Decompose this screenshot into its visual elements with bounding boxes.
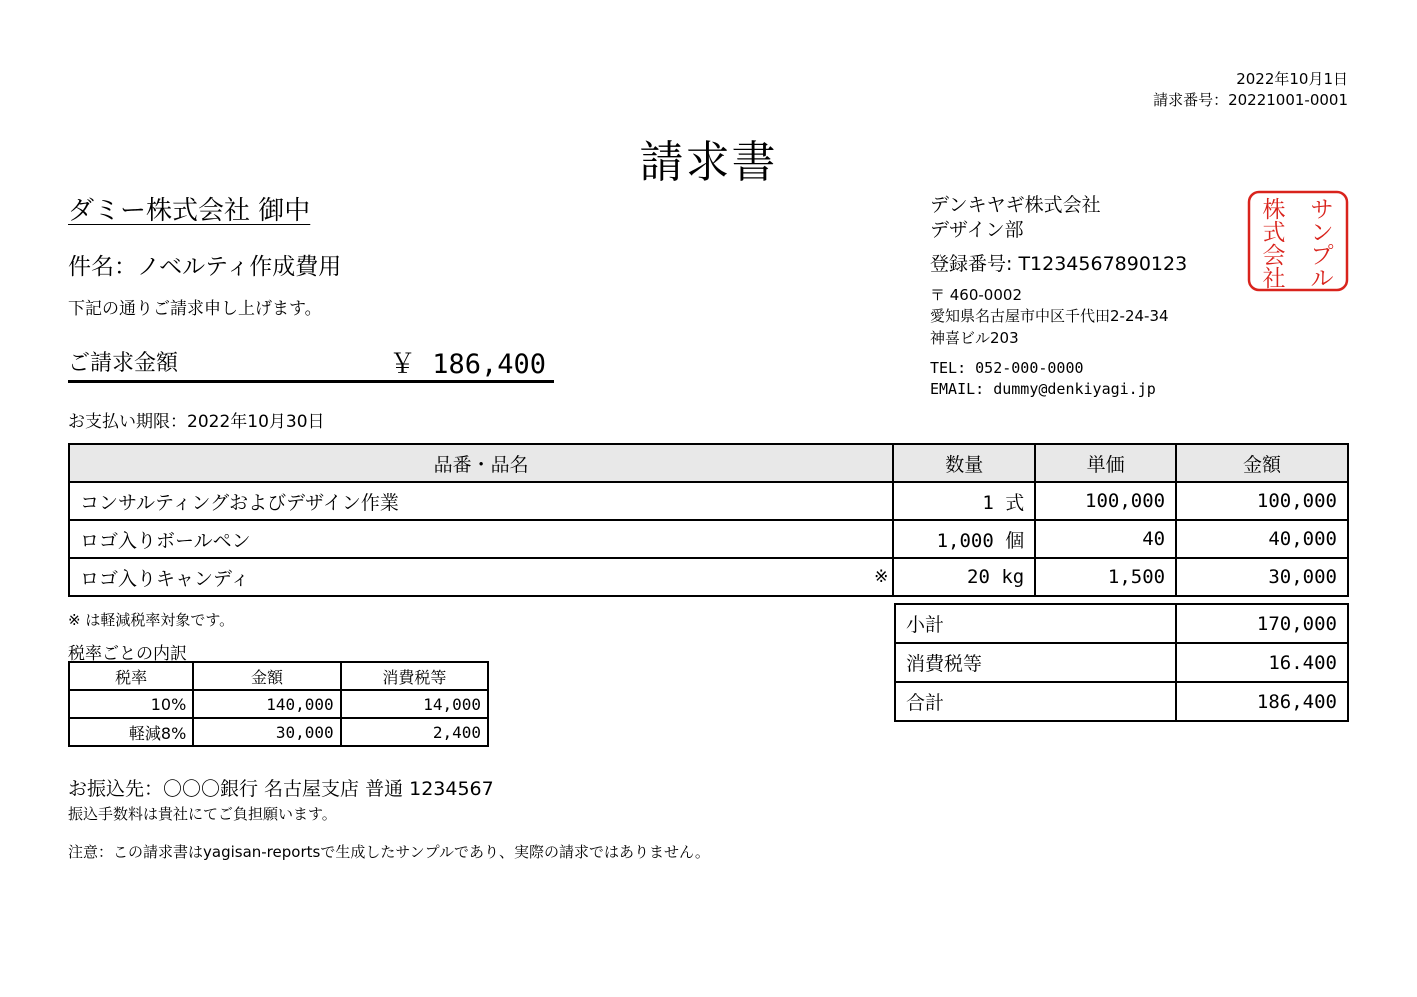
total-label: 合計	[895, 682, 1176, 721]
table-row	[69, 690, 488, 718]
item-amount: 40,000	[1176, 520, 1348, 558]
item-name-cell	[69, 558, 893, 596]
table-row	[69, 482, 1348, 520]
seal-char: 株	[1262, 197, 1286, 223]
item-unit-price: 40	[1035, 520, 1176, 558]
tax-breakdown-table	[68, 661, 489, 747]
issuer-address-1: 愛知県名古屋市中区千代田2-24-34	[930, 307, 1169, 325]
item-name: ロゴ入りボールペン	[80, 529, 251, 552]
tax-label: 消費税等	[895, 643, 1176, 682]
lead-text: 下記の通りご請求申し上げます。	[68, 299, 322, 319]
subtotal-value: 170,000	[1176, 604, 1348, 643]
total-value: 186,400	[1176, 682, 1348, 721]
payment-due: お支払い期限：2022年10月30日	[68, 412, 325, 432]
issuer-email: EMAIL: dummy@denkiyagi.jp	[930, 380, 1156, 398]
billing-amount-value: ￥ 186,400	[388, 349, 546, 380]
header-item-name: 品番・品名	[69, 444, 893, 482]
header-amount: 金額	[1176, 444, 1348, 482]
company-seal-stamp	[1247, 190, 1349, 292]
seal-char: 会	[1262, 243, 1286, 269]
header-tax-value: 消費税等	[341, 662, 488, 690]
sample-caution: 注意：この請求書はyagisan-reportsで生成したサンプルであり、実際の請求ではありません。	[68, 843, 710, 861]
items-header-row	[69, 444, 1348, 482]
tax-breakdown-caption: 税率ごとの内訳	[68, 644, 187, 664]
seal-char: サ	[1310, 197, 1334, 223]
tax-row	[895, 643, 1348, 682]
billing-amount-label: ご請求金額	[68, 351, 179, 376]
item-unit-price: 100,000	[1035, 482, 1176, 520]
seal-char: ン	[1310, 220, 1334, 246]
transfer-fee-note: 振込手数料は貴社にてご負担願います。	[68, 805, 337, 823]
item-amount: 100,000	[1176, 482, 1348, 520]
page-title: 請求書	[639, 137, 778, 188]
tax-rate: 軽減8%	[69, 718, 193, 746]
issuer-company: デンキヤギ株式会社	[930, 194, 1101, 216]
reduced-mark: ※	[874, 567, 889, 587]
issuer-department: デザイン部	[930, 219, 1024, 241]
invoice-number: 請求番号：20221001-0001	[1153, 91, 1348, 109]
item-name: コンサルティングおよびデザイン作業	[80, 491, 399, 514]
items-table	[68, 443, 1349, 597]
item-unit-price: 1,500	[1035, 558, 1176, 596]
tax-base-amount: 140,000	[193, 690, 340, 718]
bank-account: お振込先：〇〇〇銀行 名古屋支店 普通 1234567	[68, 778, 494, 800]
subtotal-row	[895, 604, 1348, 643]
reduced-rate-note: ※ は軽減税率対象です。	[68, 611, 235, 629]
billing-amount-box	[68, 346, 554, 383]
table-row	[69, 520, 1348, 558]
subtotal-label: 小計	[895, 604, 1176, 643]
subject: 件名：ノベルティ作成費用	[68, 254, 342, 280]
seal-char: プ	[1310, 243, 1334, 269]
issue-date: 2022年10月1日	[1236, 70, 1348, 88]
item-quantity: 20 kg	[893, 558, 1035, 596]
item-quantity: 1 式	[893, 482, 1035, 520]
tax-rate: 10%	[69, 690, 193, 718]
issuer-tel: TEL: 052-000-0000	[930, 359, 1084, 377]
tax-value: 16.400	[1176, 643, 1348, 682]
item-name: ロゴ入りキャンディ	[80, 567, 250, 590]
seal-char: 式	[1262, 220, 1286, 246]
issuer-address-2: 神喜ビル203	[930, 329, 1019, 347]
header-tax-rate: 税率	[69, 662, 193, 690]
issuer-postal: 〒 460-0002	[930, 286, 1022, 304]
item-quantity: 1,000 個	[893, 520, 1035, 558]
table-row	[69, 558, 1348, 596]
tax-base-amount: 30,000	[193, 718, 340, 746]
item-amount: 30,000	[1176, 558, 1348, 596]
seal-char: 社	[1262, 266, 1286, 292]
issuer-registration: 登録番号: T1234567890123	[930, 253, 1188, 275]
totals-table	[894, 603, 1349, 722]
header-quantity: 数量	[893, 444, 1035, 482]
item-name-cell	[69, 482, 893, 520]
table-row	[69, 718, 488, 746]
seal-char: ル	[1310, 266, 1334, 292]
tax-amount: 2,400	[341, 718, 488, 746]
total-row	[895, 682, 1348, 721]
header-tax-amount: 金額	[193, 662, 340, 690]
header-unit-price: 単価	[1035, 444, 1176, 482]
item-name-cell	[69, 520, 893, 558]
tax-amount: 14,000	[341, 690, 488, 718]
client-name: ダミー株式会社 御中	[68, 196, 311, 226]
tax-header-row	[69, 662, 488, 690]
